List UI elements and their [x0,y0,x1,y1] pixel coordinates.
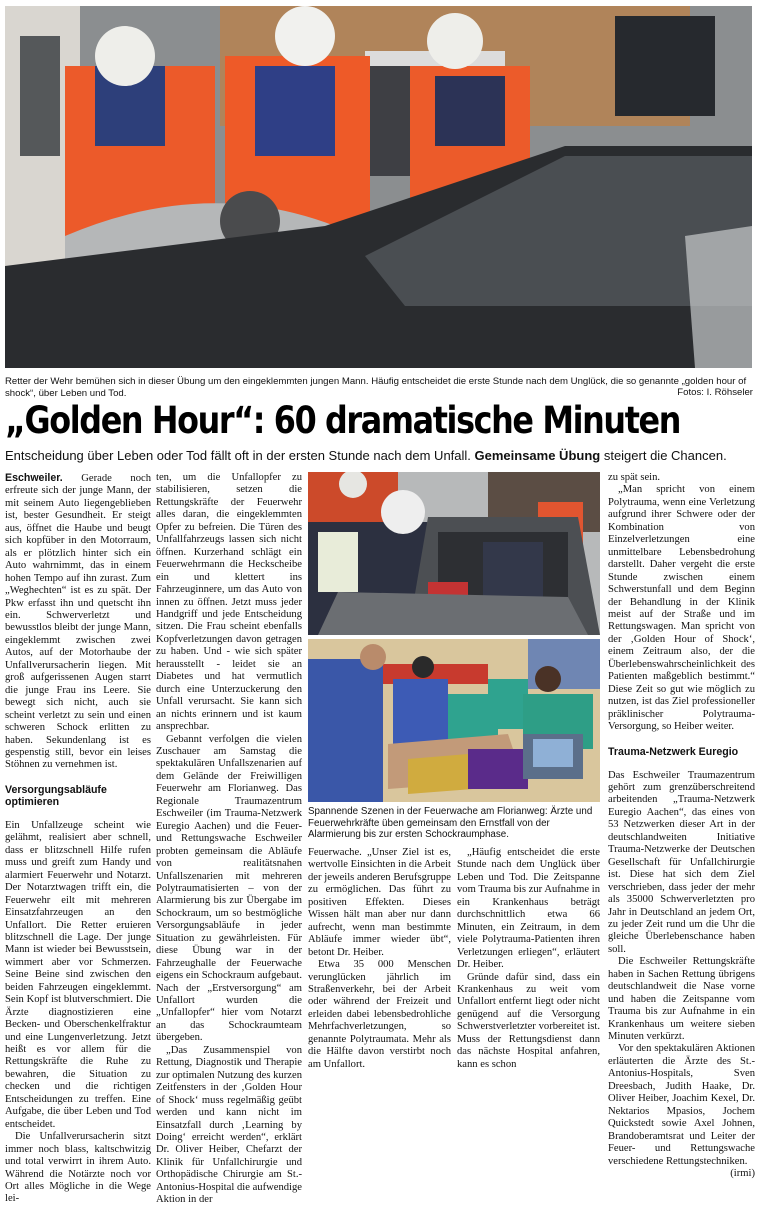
article-paragraph: Etwa 35 000 Menschen verunglücken jährlich im Straßenverkehr, bei der Arbeit oder während der Freizeit und erleiden dabei lebensbedrohliche Mehrfachverletzungen, so genannte Polytraumata. Mehr als die Hälfte davon verstirbt noch am Unfallort. [308,959,451,1070]
subheadline [5,448,727,464]
article-column-2 [156,472,302,1207]
article-column-3 [308,847,451,1071]
author-signature: (irmi) [730,1168,755,1180]
article-column-5 [608,472,755,1180]
article-paragraph: Die Eschweiler Rettungskräfte haben in Sachen Rettung übrigens deutschlandweit die Nase vorne und haben die Zeitspanne vom Trauma bis zur Aufnahme in ein Krankenhaus um weitere sieben Minuten verkürzt. [608,956,755,1043]
shock-room-photo-illustration [308,639,600,802]
article-paragraph: Das Eschweiler Traumazentrum gehört zum grenzüberschreitend arbeitenden „Trauma-Netzwerk Euregio Aachen“, das eines von 53 Netzwerken dieser Art in der deutschlandweiten Initiative Trauma-Netzwerke der Deutschen Gesellschaft für Unfallchirurgie ist. Diese hat sich dem Ziel verschrieben, dass jeder der mehr als 35000 Schwerverletzten pro Jahr in Deutschland an jedem Ort, zu jeder Zeit rund um die Uhr die gleiche Überlebenschance haben soll. [608,769,755,955]
article-paragraph: Die Unfallverursacherin sitzt immer noch blass, kaltschwitzig und total verwirrt in ihrem Auto. Während die Notärzte noch vor Ort alles Mögliche in die Wege lei- [5,1131,151,1205]
headline: „Golden Hour“: 60 dramatische Minuten [5,399,681,442]
article-column-4 [457,847,600,1071]
article-paragraph: Gründe dafür sind, dass ein Krankenhaus zu weit vom Unfallort entfernt liegt oder nicht genügend auf die Versorgung Schwerstverletzter vorbereitet ist. Muss der Rettungsdienst dann das nächste Hospital anfahren, kann es schon [457,971,600,1070]
shock-room-photo [308,639,600,802]
article-paragraph: zu spät sein. [608,472,661,483]
article-paragraph: „Man spricht von einem Polytrauma, wenn eine Verletzung aufgrund ihrer Schwere oder der Kombination von Einzelverletzungen eine unmittelbare Lebensbedrohung darstellt. Daher vergeht die erste Stunde zwischen einem Schwerstunfall und dem Beginn der Behandlung in der Klinik meist auf der Straße und im Rettungswagen. Man spricht von der ‚Golden Hour of Shock‘, einem Zeitraum also, der die Überlebenswahrscheinlichkeit des Patienten maßgeblich bestimmt.“ Diese Zeit so gut wie möglich zu nutzen, ist das Ziel professioneller präklinischer Polytrauma-Versorgung, so Heiber weiter. [608,484,755,733]
article-paragraph: „Häufig entscheidet die erste Stunde nach dem Unglück über Leben und Tod. Die Zeitspanne vom Trauma bis zur Aufnahme in ein Krankenhaus beträgt durchschnittlich etwa 66 Minuten, ein Zeitraum, in dem viele Polytrauma-Patienten ihren Verletzungen erliegen“, erläutert Dr. Heiber. [457,847,600,971]
article-paragraph [608,1043,755,1180]
article-paragraph: Feuerwache. „Unser Ziel ist es, wertvolle Einsichten in die Arbeit der jeweils anderen Berufsgruppe zu ermöglichen. Das führt zu positiven Effekten. Dieses Wissen hält man aber nur dann aufrecht, wenn man bestimmte Abläufe immer wieder übt“, betont Dr. Heiber. [308,847,451,958]
article-paragraph: Ein Unfallzeuge scheint wie gelähmt, realisiert aber schnell, dass er blitzschnell Hilfe rufen muss und greift zum Handy und alarmiert Feuerwehr und Notarzt. Der Notarztwagen trifft ein, die Feuerwehr eilt mit mehreren Einsatzfahrzeugen an den Unfallort. Die Retter eruieren blitzschnell die Lage. Der junge Mann ist wieder bei Bewusstsein, wimmert aber vor Schmerzen. Seine Beine sind zwischen den beiden Fahrzeugen eingeklemmt. Sein Kopf ist blutverschmiert. Die Ärzte diagnostizieren eine Becken- und Oberschenkelfraktur und eine Lungenverletzung. Jetzt heißt es vor allem für die Rettungskräfte die Ruhe zu bewahren, die Situation zu checken und die richtigen Entscheidungen zu treffen. Eine Aufgabe, die über Leben und Tod entscheidet. [5,819,151,1130]
subheadline-text: Entscheidung über Leben oder Tod fällt oft in der ersten Stunde nach dem Unfall. [5,448,475,463]
main-photo [5,6,752,368]
photo-credit: Fotos: I. Röhseler [677,387,753,398]
main-photo-illustration [5,6,752,368]
article-column-1 [5,472,151,1206]
fire-rescue-photo [308,472,600,635]
subheadline-bold: Gemeinsame Übung [474,448,601,463]
article-paragraph: „Das Zusammenspiel von Rettung, Diagnostik und Therapie zur optimalen Nutzung des kurzen Zeitfensters in der ‚Golden Hour of Shock‘ muss regelmäßig geübt werden und kann nicht im Einsatzfall durch ‚Learning by Doing‘ erreicht werden“, erklärt Dr. Oliver Heiber, Chefarzt der Klinik für Unfallchirurgie und Orthopädische Chirurgie am St.-Antonius-Hospital die aufwendige Aktion in der [156,1044,302,1206]
subheadline-text-end: steigert die Chancen. [600,448,727,463]
article-paragraph: Gebannt verfolgen die vielen Zuschauer am Samstag die spektakulären Unfallszenarien auf dem Gelände der Freiwilligen Feuerwehr am Florianweg. Das Regionale Traumazentrum Eschweiler (im Trauma-Netzwerk Euregio Aachen) und die Feuer- und Rettungswache Eschweiler probten gemeinsam die Abläufe von realitätsnahen Unfallszenarien mit mehreren Polytraumatisierten – von der Alarmierung bis zur Übergabe im Schockraum, um so bestmögliche Versorgungsabläufe in jeder Situation zu gewährleisten. Für diese Übung war in der Fahrzeughalle der Feuerwache eigens ein Schockraum aufgebaut. Nach der „Erstversorgung“ am Unfallort wurden die „Unfallopfer“ hier vom Notarzt an das Schockraumteam übergeben. [156,733,302,1044]
fire-rescue-photo-illustration [308,472,600,635]
secondary-photo-caption: Spannende Szenen in der Feuerwache am Florianweg: Ärzte und Feuerwehrkräfte üben gemeinsam den Ernstfall von der Alarmierung bis zur ersten Schockraumphase. [308,806,593,840]
article-subhead: Versorgungsabläufe optimieren [5,783,107,808]
main-photo-caption: Retter der Wehr bemühen sich in dieser Übung um den eingeklemmten jungen Mann. Häufig entscheidet die erste Stunde nach dem Unglück, die so genannte „golden hour of shock“, über Leben und Tod. [5,376,747,399]
article-paragraph [5,472,151,772]
paragraph-text: Vor den spektakulären Aktionen erläuterten die Ärzte des St.-Antonius-Hospitals, Sven Dreesbach, Judith Haake, Dr. Oliver Heiber, Joachim Kexel, Dr. Nektarios Mpasios, Jochem Quickstedt sowie Axel Johnen, Brandoberamtsrat und Leiter der Feuer- und Rettungswache verschiedene Rettungstechniken. [608,1043,755,1167]
article-paragraph: ten, um die Unfallopfer zu stabilisieren, setzen die Rettungskräfte der Feuerwehr alles daran, die eingeklemmten Opfer zu befreien. Die Türen des Unfallfahrzeugs lassen sich nicht öffnen. Kurzerhand schlägt ein Feuerwehrmann die Heckscheibe ein und klettert ins Fahrzeuginnere, um das Auto von innen zu öffnen. Jetzt muss jeder Handgriff und jede Entscheidung sitzen. Die Frau scheint ebenfalls Kopfverletzungen davon getragen zu haben. Und - wie sich später herausstellt - leidet sie an Diabetes und hat vermutlich durch eine Unterzuckerung den Unfall verursacht. Sie kann sich an nichts erinnern und ist kaum ansprechbar. [156,472,302,733]
article-subhead: Trauma-Netzwerk Euregio [608,745,739,758]
dateline: Eschweiler. [5,472,63,484]
paragraph-text: Gerade noch erfreute sich der junge Mann, der mit seinem Auto liegengeblieben ist, bester Gesundheit. Er steigt aus, öffnet die Haube und beugt sich kopfüber in den Motorraum, als er plötzlich hinter sich ein Auto wahrnimmt, das in einem hohen Tempo auf ihn zurast. Zum „Weghechten“ ist es zu spät. Der Pkw erfasst ihn und quetscht ihn ein. Schwerverletzt und bewusstlos bleibt der junge Mann, eingeklemmt zwischen zwei Autos, auf der Motorhaube der Unfallverursacherin liegen. Mit groß aufgerissenen Augen starrt die junge Frau ins Leere. Sie bewegt sich nicht, auch sie scheint verletzt zu sein und einen schweren Schock erlitten zu haben. Sekundenlang ist es gespenstig still, bevor ein leises Stöhnen zu vernehmen ist. [5,473,151,771]
